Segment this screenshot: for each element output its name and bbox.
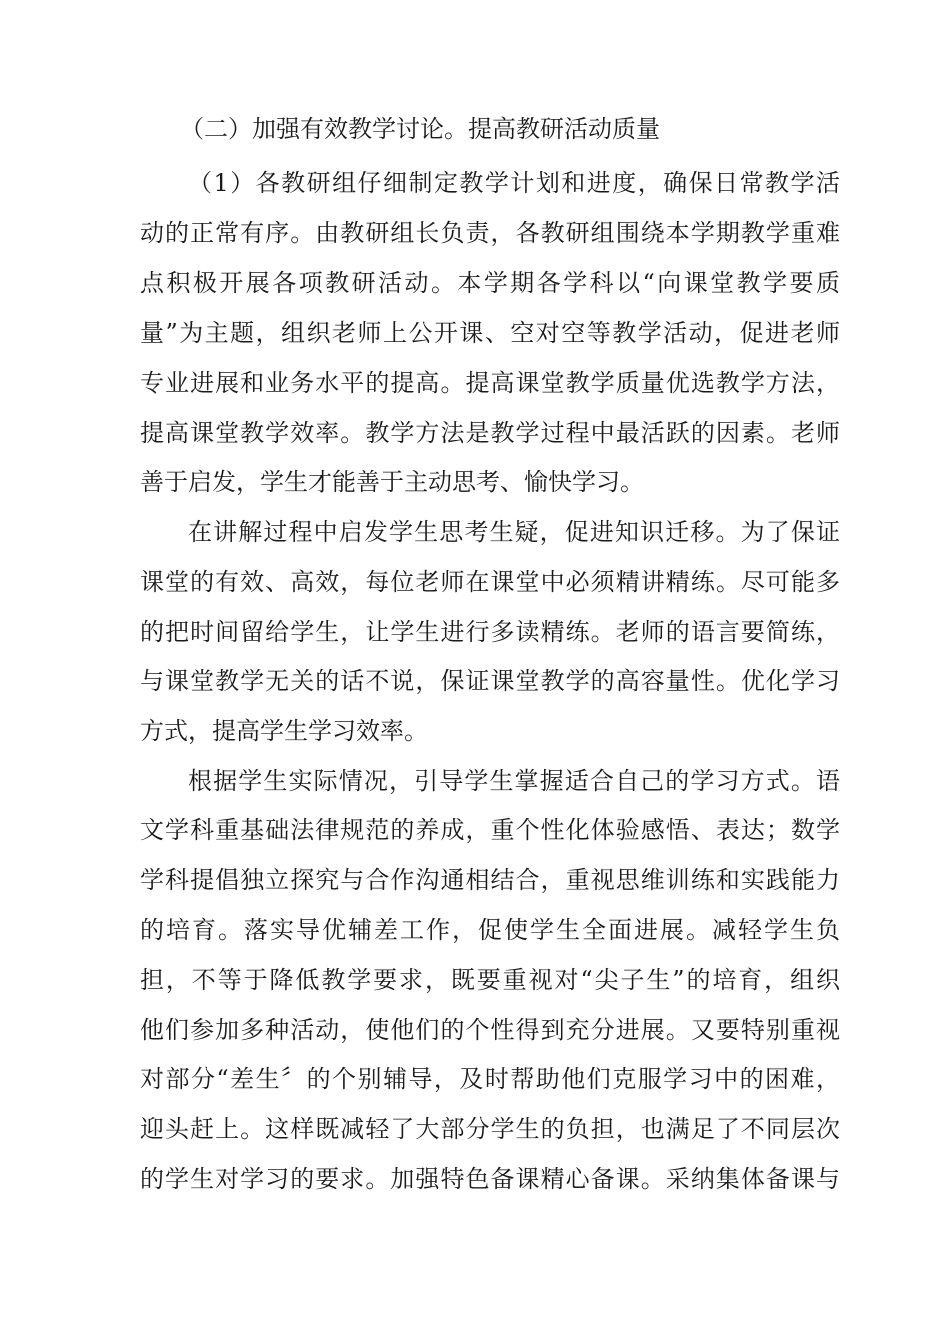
section-heading: （二）加强有效教学讨论。提高教研活动质量 — [180, 115, 660, 143]
paragraph-1-line-2: 动的正常有序。由教研组长负责，各教研组围绕本学期教学重难 — [140, 219, 840, 247]
paragraph-1-line-1: （1）各教研组仔细制定教学计划和进度，确保日常教学活 — [188, 169, 840, 197]
paragraph-3-line-7: 对部分“差生〞的个别辅导，及时帮助他们克服学习中的困难， — [140, 1065, 840, 1093]
paragraph-1-line-7: 善于启发，学生才能善于主动思考、愉快学习。 — [140, 468, 644, 496]
paragraph-3-line-3: 学科提倡独立探究与合作沟通相结合，重视思维训练和实践能力 — [140, 866, 840, 894]
paragraph-3-line-8: 迎头赶上。这样既减轻了大部分学生的负担，也满足了不同层次 — [140, 1115, 840, 1143]
paragraph-1-line-5: 专业进展和业务水平的提高。提高课堂教学质量优选教学方法， — [140, 369, 840, 397]
paragraph-2-line-4: 与课堂教学无关的话不说，保证课堂教学的高容量性。优化学习 — [140, 667, 840, 695]
paragraph-3-line-6: 他们参加多种活动，使他们的个性得到充分进展。又要特别重视 — [140, 1016, 840, 1044]
paragraph-1-line-3: 点积极开展各项教研活动。本学期各学科以“向课堂教学要质 — [140, 269, 840, 297]
paragraph-1-line-6: 提高课堂教学效率。教学方法是教学过程中最活跃的因素。老师 — [140, 419, 840, 447]
paragraph-3-line-4: 的培育。落实导优辅差工作，促使学生全面进展。减轻学生负 — [140, 916, 840, 944]
paragraph-2-line-5: 方式，提高学生学习效率。 — [140, 717, 428, 745]
paragraph-3-line-2: 文学科重基础法律规范的养成，重个性化体验感悟、表达；数学 — [140, 816, 840, 844]
paragraph-2-line-3: 的把时间留给学生，让学生进行多读精练。老师的语言要简练， — [140, 618, 840, 646]
paragraph-2-line-2: 课堂的有效、高效，每位老师在课堂中必须精讲精练。尽可能多 — [140, 568, 840, 596]
paragraph-3-line-1: 根据学生实际情况，引导学生掌握适合自己的学习方式。语 — [188, 767, 840, 795]
paragraph-3-line-5: 担，不等于降低教学要求，既要重视对“尖子生”的培育，组织 — [140, 966, 840, 994]
paragraph-2-line-1: 在讲解过程中启发学生思考生疑，促进知识迁移。为了保证 — [188, 518, 840, 546]
paragraph-3-line-9: 的学生对学习的要求。加强特色备课精心备课。采纳集体备课与 — [140, 1165, 840, 1193]
paragraph-1-line-4: 量”为主题，组织老师上公开课、空对空等教学活动，促进老师 — [140, 319, 840, 347]
